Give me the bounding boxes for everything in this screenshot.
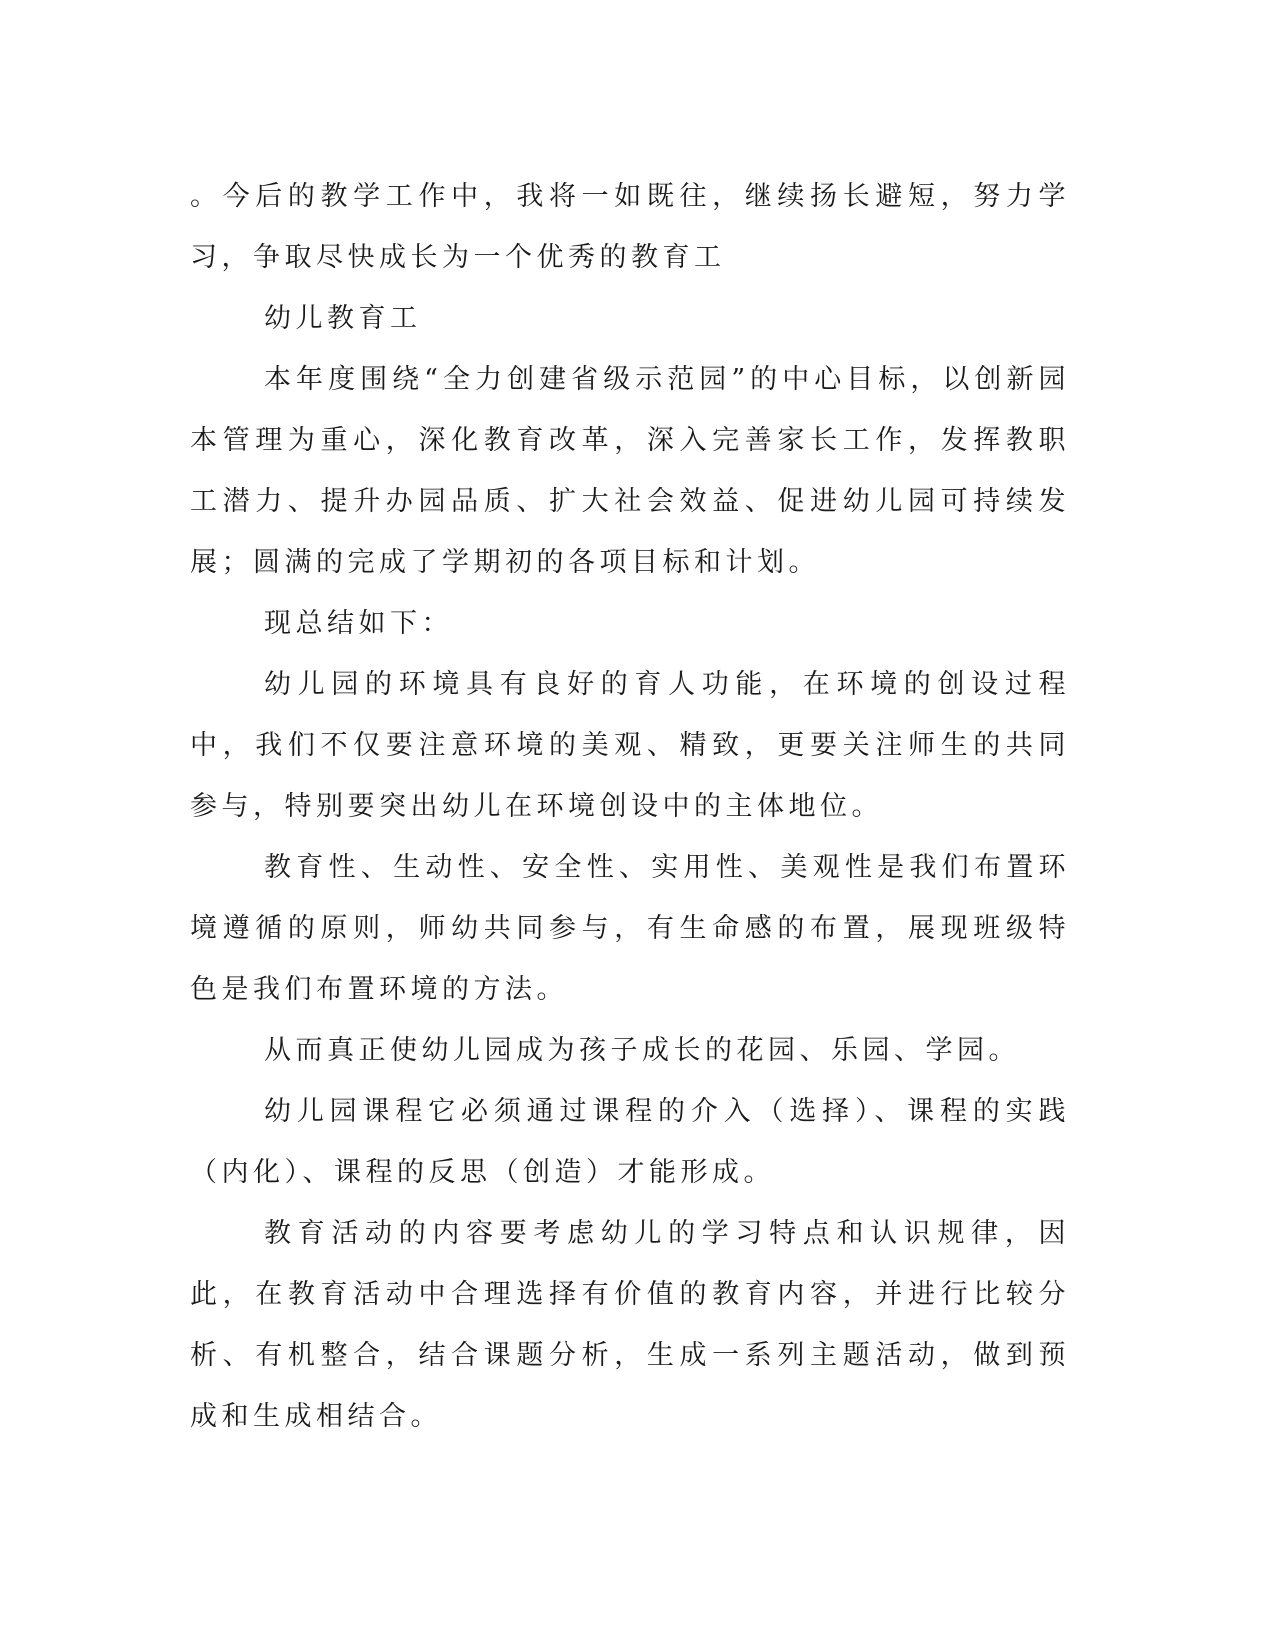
paragraph-environment: 幼儿园的环境具有良好的育人功能，在环境的创设过程中，我们不仅要注意环境的美观、精致，更要关注师生的共同参与，特别要突出幼儿在环境创设中的主体地位。 — [190, 669, 1070, 822]
paragraph-heading: 幼儿教育工 — [264, 303, 422, 334]
paragraph-continuation: 。今后的教学工作中，我将一如既往，继续扬长避短，努力学习，争取尽快成长为一个优秀的教育工 — [190, 181, 1070, 273]
paragraph-gardens: 从而真正使幼儿园成为孩子成长的花园、乐园、学园。 — [264, 1035, 1020, 1066]
document-body — [190, 166, 1070, 1447]
paragraph-principles: 教育性、生动性、安全性、实用性、美观性是我们布置环境遵循的原则，师幼共同参与，有生命感的布置，展现班级特色是我们布置环境的方法。 — [190, 852, 1070, 1005]
paragraph-curriculum: 幼儿园课程它必须通过课程的介入（选择）、课程的实践（内化）、课程的反思（创造）才能形成。 — [190, 1096, 1070, 1188]
paragraph-activities: 教育活动的内容要考虑幼儿的学习特点和认识规律，因此，在教育活动中合理选择有价值的教育内容，并进行比较分析、有机整合，结合课题分析，生成一系列主题活动，做到预成和生成相结合。 — [190, 1218, 1070, 1432]
paragraph-summary-intro: 现总结如下： — [264, 608, 453, 639]
paragraph-annual-goal: 本年度围绕“全力创建省级示范园”的中心目标，以创新园本管理为重心，深化教育改革，深入完善家长工作，发挥教职工潜力、提升办园品质、扩大社会效益、促进幼儿园可持续发展；圆满的完成了学期初的各项目标和计划。 — [190, 364, 1070, 578]
